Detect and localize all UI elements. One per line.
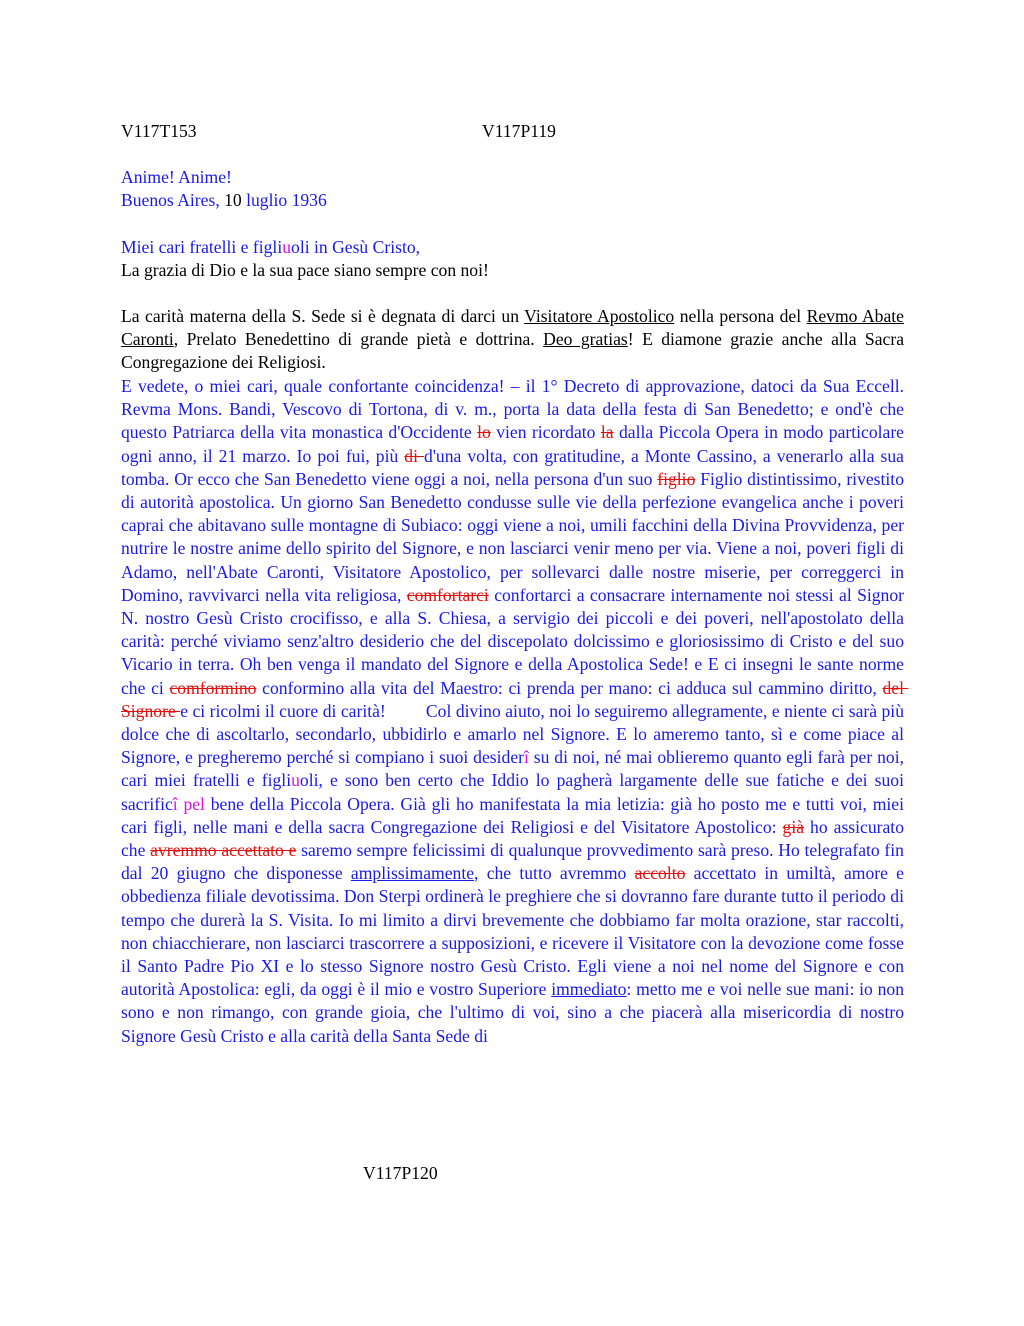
text-run: ! E diamone grazie anche alla Sacra Congregazione dei Religiosi. [121, 329, 904, 373]
text-run: su di noi, né mai oblieremo quanto egli farà per noi, cari miei fratelli e figli [121, 747, 909, 791]
text-run: d'una volta, con gratitudine, a Monte Cassino, a venerarlo alla sua tomba. Or ecco che San Benedetto viene oggi a noi, nella persona d'un suo [121, 445, 909, 489]
underlined-text: Revmo Abate Caronti [121, 306, 904, 350]
deleted-text: del Signore [121, 677, 909, 721]
salutation [121, 236, 904, 259]
underlined-text: Deo gratias [543, 329, 628, 350]
text-run: bene della Piccola Opera. Già gli ho manifestata la mia letizia: già ho posto me e tutti voi, miei cari figli, nelle mani e della sacra Congregazione dei Religiosi e del Visitatore Apostolico: [121, 793, 909, 837]
text-run: La carità materna della S. Sede si è degnata di darci un [121, 306, 525, 326]
salutation-part: oli in Gesù Cristo, [291, 237, 421, 257]
text-run: ho assicurato che [121, 816, 909, 861]
deleted-text: di [404, 445, 424, 466]
paragraph-1 [121, 305, 904, 375]
text-run: Figlio distintissimo, rivestito di autorità apostolica. Un giorno San Benedetto condusse sulle vie della perfezione evangelica anche i poveri caprai che abitavano sulle montagne di Subiaco: oggi viene a noi, umili facchini della Divina Provvidenza, per nutrire le nostre anime dello spirito del Signore, e non lasciarci venir meno per via. Viene a noi, poveri figli di Adamo, nell'Abate Caronti, Visitatore Apostolico, per sollevarci dalle nostre miserie, per correggerci in Domino, ravvivarci nella vita religiosa, [121, 468, 909, 605]
text-run: , che tutto avremmo [474, 863, 635, 884]
dateline-month-year: luglio 1936 [246, 190, 327, 211]
deleted-text: già [782, 816, 805, 837]
text-run: , Prelato Benedettino di grande pietà e dottrina. [173, 329, 544, 350]
text-run: conformino alla vita del Maestro: ci prenda per mano: ci adduca sul cammino diritto, [256, 677, 883, 698]
inserted-letter: u [282, 237, 292, 257]
inserted-text: î pel [172, 793, 205, 814]
underlined-text: Visitatore Apostolico [524, 306, 675, 326]
text-run: E vedete, o miei cari, quale confortante coincidenza! – il 1° Decreto di approvazione, datoci da Sua Eccell. Revma Mons. Bandi, Vescovo di Tortona, di v. m., porta la data della festa di San Benedetto; e ond'è che questo Patriarca della vita monastica d'Occidente [121, 376, 909, 443]
deleted-text: accolto [634, 863, 686, 884]
dateline-day: 10 [224, 190, 242, 211]
greeting [121, 236, 904, 282]
inserted-text: î [523, 747, 529, 768]
page-footer-code: V117P120 [363, 1163, 438, 1183]
header-left-code: V117T153 [121, 121, 197, 141]
underlined-text: amplissimamente [350, 863, 475, 884]
text-run: : metto me e voi nelle sue mani: io non sono e non rimango, con grande gioia, che l'ultimo di voi, sino a che piacerà alla misericordia di nostro Signore Gesù Cristo e alla carità della Santa Sede di [121, 979, 909, 1046]
header-right-code: V117P119 [482, 121, 556, 141]
inserted-text: u [291, 770, 300, 791]
deleted-text: avremmo accettato e [150, 840, 297, 861]
title-line: Anime! Anime! [121, 167, 232, 187]
letter-title [121, 166, 904, 212]
salutation-part: Miei cari fratelli e figli [121, 237, 283, 257]
underlined-text: immediato [551, 979, 627, 1000]
deleted-text: comfortarci [406, 584, 489, 605]
page-header [121, 120, 904, 144]
text-run: dalla Piccola Opera in modo particolare ogni anno, il 21 marzo. Io poi fui, più [121, 422, 909, 466]
paragraph-2 [121, 375, 909, 1048]
dateline [121, 189, 904, 212]
deleted-text: la [600, 422, 614, 443]
deleted-text: comformino [169, 677, 257, 698]
blessing-line: La grazia di Dio e la sua pace siano sempre con noi! [121, 260, 489, 281]
text-run: accettato in umiltà, amore e obbedienza filiale devotissima. Don Sterpi ordinerà le preghiere che si dovranno fare durante tutto il periodo di tempo che durerà la S. Visita. Io mi limito a dirvi brevemente che dobbiamo far molta orazione, star raccolti, non chiacchierare, non lasciarci trascorrere a supposizioni, e ricevere il Visitatore con la devozione come fosse il Santo Padre Pio XI e lo stesso Signore nostro Gesù Cristo. Egli viene a noi nel nome del Signore e con autorità Apostolica: egli, da oggi è il mio e vostro Superiore [121, 863, 909, 1000]
dateline-place: Buenos Aires, [121, 190, 220, 211]
text-run: nella persona del [674, 306, 807, 326]
text-run: vien ricordato [490, 422, 601, 443]
text-run: saremo sempre felicissimi di qualunque provvedimento sarà preso. Ho telegrafato fin dal 20 giugno che disponesse [121, 840, 909, 884]
deleted-text: figlio [657, 468, 696, 489]
text-run: confortarci a consacrare internamente noi stessi al Signor N. nostro Gesù Cristo crocifisso, e alla S. Chiesa, a servigio dei piccoli e dei poveri, nell'apostolato della carità: perché viviamo senz'altro desiderio che del discepolato dolcissimo e gloriosissimo di Cristo e del suo Vicario in terra. Oh ben venga il mandato del Signore e della Apostolica Sede! e E ci insegni le sante norme che ci [121, 584, 909, 698]
deleted-text: lo [477, 422, 491, 443]
text-run: e ci ricolmi il cuore di carità! Col divino aiuto, noi lo seguiremo allegramente, e niente ci sarà più dolce che di ascoltarlo, secondarlo, ubbidirlo e amarlo nel Signore. E lo ameremo tanto, sì e come piace al Signore, e pregheremo perché si compiano i suoi desider [121, 700, 909, 768]
text-run: oli, e sono ben certo che Iddio lo pagherà largamente delle sue fatiche e dei suoi sacrific [121, 770, 909, 814]
